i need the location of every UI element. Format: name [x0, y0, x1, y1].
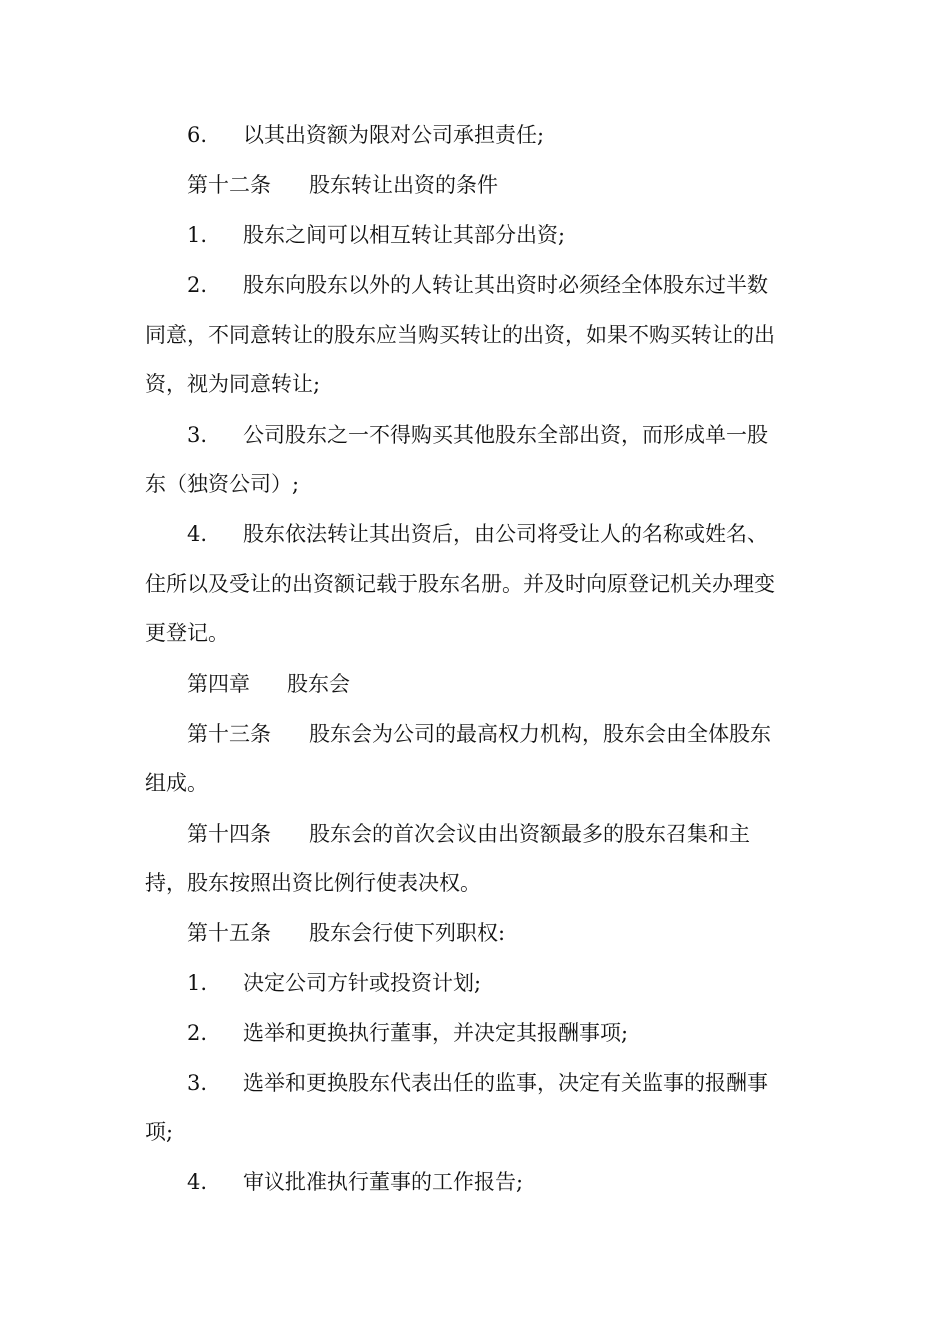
clause-item-3 — [187, 421, 768, 449]
item-text: 选举和更换执行董事，并决定其报酬事项; — [243, 1021, 629, 1045]
continuation-line: 东（独资公司）; — [145, 472, 300, 496]
power-item-2 — [187, 1019, 628, 1047]
item-text: 审议批准执行董事的工作报告; — [243, 1170, 524, 1194]
article-text: 股东会的首次会议由出资额最多的股东召集和主 — [309, 822, 750, 846]
item-number: 4. — [187, 1170, 208, 1194]
item-text: 股东向股东以外的人转让其出资时必须经全体股东过半数 — [243, 273, 768, 297]
continuation-line: 组成。 — [145, 771, 208, 795]
article-13 — [187, 720, 771, 748]
item-number: 2. — [187, 273, 208, 297]
power-item-3 — [187, 1069, 768, 1097]
chapter-title: 股东会 — [287, 672, 350, 696]
article-15 — [187, 919, 505, 947]
continuation-line: 住所以及受让的出资额记载于股东名册。并及时向原登记机关办理变 — [145, 572, 775, 596]
continuation-line: 同意，不同意转让的股东应当购买转让的出资，如果不购买转让的出 — [145, 323, 775, 347]
continuation-line: 项; — [145, 1120, 174, 1144]
chapter-4-heading — [187, 670, 350, 698]
clause-item-1 — [187, 221, 565, 249]
continuation-line: 更登记。 — [145, 621, 229, 645]
article-heading: 第十五条 — [187, 921, 271, 945]
item-text: 公司股东之一不得购买其他股东全部出资，而形成单一股 — [243, 423, 768, 447]
power-item-4 — [187, 1168, 523, 1196]
item-number: 6. — [187, 123, 208, 147]
item-number: 4. — [187, 522, 208, 546]
article-heading: 第十四条 — [187, 822, 271, 846]
clause-item-2 — [187, 271, 768, 299]
article-heading: 第十三条 — [187, 722, 271, 746]
item-text: 股东之间可以相互转让其部分出资; — [243, 223, 566, 247]
continuation-line: 持，股东按照出资比例行使表决权。 — [145, 871, 481, 895]
item-number: 3. — [187, 1071, 208, 1095]
article-14 — [187, 820, 750, 848]
item-text: 股东依法转让其出资后，由公司将受让人的名称或姓名、 — [243, 522, 768, 546]
article-text: 股东会行使下列职权: — [309, 921, 506, 945]
item-text: 以其出资额为限对公司承担责任; — [243, 123, 545, 147]
power-item-1 — [187, 969, 481, 997]
article-12 — [187, 171, 498, 199]
chapter-number: 第四章 — [187, 672, 250, 696]
item-number: 2. — [187, 1021, 208, 1045]
article-heading: 第十二条 — [187, 173, 271, 197]
item-number: 1. — [187, 223, 208, 247]
article-text: 股东转让出资的条件 — [309, 173, 498, 197]
continuation-line: 资，视为同意转让; — [145, 372, 321, 396]
item-number: 1. — [187, 971, 208, 995]
clause-item-6 — [187, 121, 544, 149]
item-text: 决定公司方针或投资计划; — [243, 971, 482, 995]
article-text: 股东会为公司的最高权力机构，股东会由全体股东 — [309, 722, 771, 746]
item-text: 选举和更换股东代表出任的监事，决定有关监事的报酬事 — [243, 1071, 768, 1095]
item-number: 3. — [187, 423, 208, 447]
clause-item-4 — [187, 520, 768, 548]
